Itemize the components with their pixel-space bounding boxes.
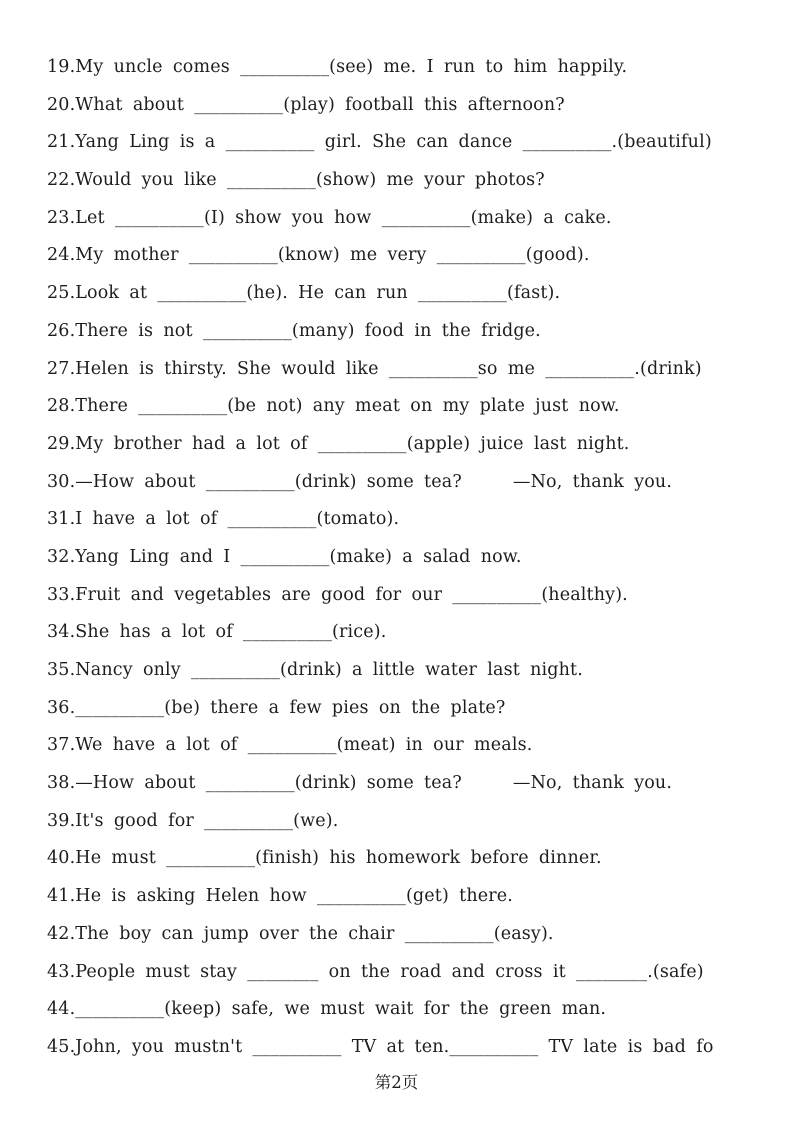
exercise-line-42: 42.The boy can jump over the chair __________(easy). [47,923,554,944]
exercise-list [47,49,783,1067]
exercise-line-19: 19.My uncle comes __________(see) me. I run to him happily. [47,57,628,77]
exercise-line-33: 33.Fruit and vegetables are good for our __________(healthy). [47,584,628,605]
exercise-line-36: 36.__________(be) there a few pies on the plate? [47,697,506,718]
exercise-line-22: 22.Would you like __________(show) me your photos? [47,170,545,191]
exercise-line-38: 38.—How about __________(drink) some tea? —No, thank you. [47,773,673,794]
exercise-line-40: 40.He must __________(finish) his homework before dinner. [47,848,602,869]
exercise-line-26: 26.There is not __________(many) food in the fridge. [47,320,541,341]
exercise-line-29: 29.My brother had a lot of __________(apple) juice last night. [47,433,630,454]
exercise-line-28: 28.There __________(be not) any meat on my plate just now. [47,396,620,417]
exercise-line-41: 41.He is asking Helen how __________(get) there. [47,886,514,907]
exercise-line-43: 43.People must stay ________ on the road and cross it ________.(safe) [47,961,704,982]
exercise-line-31: 31.I have a lot of __________(tomato). [47,509,400,530]
exercise-line-23: 23.Let __________(I) show you how __________(make) a cake. [47,207,612,228]
exercise-line-45: 45.John, you mustn't __________ TV at ten.__________ TV late is bad fo [47,1036,714,1057]
page-number: 第2页 [374,1073,419,1092]
exercise-line-21: 21.Yang Ling is a __________ girl. She can dance __________.(beautiful) [47,132,712,153]
exercise-line-34: 34.She has a lot of __________(rice). [47,622,387,643]
exercise-line-44: 44.__________(keep) safe, we must wait for the green man. [47,999,607,1020]
exercise-line-24: 24.My mother __________(know) me very __________(good). [47,245,590,266]
exercise-line-27: 27.Helen is thirsty. She would like __________so me __________.(drink) [47,358,702,379]
exercise-line-35: 35.Nancy only __________(drink) a little water last night. [47,660,583,680]
exercise-line-32: 32.Yang Ling and I __________(make) a salad now. [47,546,522,567]
exercise-line-25: 25.Look at __________(he). He can run __________(fast). [47,283,561,304]
exercise-line-20: 20.What about __________(play) football this afternoon? [47,94,565,115]
exercise-line-37: 37.We have a lot of __________(meat) in our meals. [47,735,533,756]
exercise-line-30: 30.—How about __________(drink) some tea? —No, thank you. [47,471,673,492]
exercise-line-39: 39.It's good for __________(we). [47,810,339,831]
